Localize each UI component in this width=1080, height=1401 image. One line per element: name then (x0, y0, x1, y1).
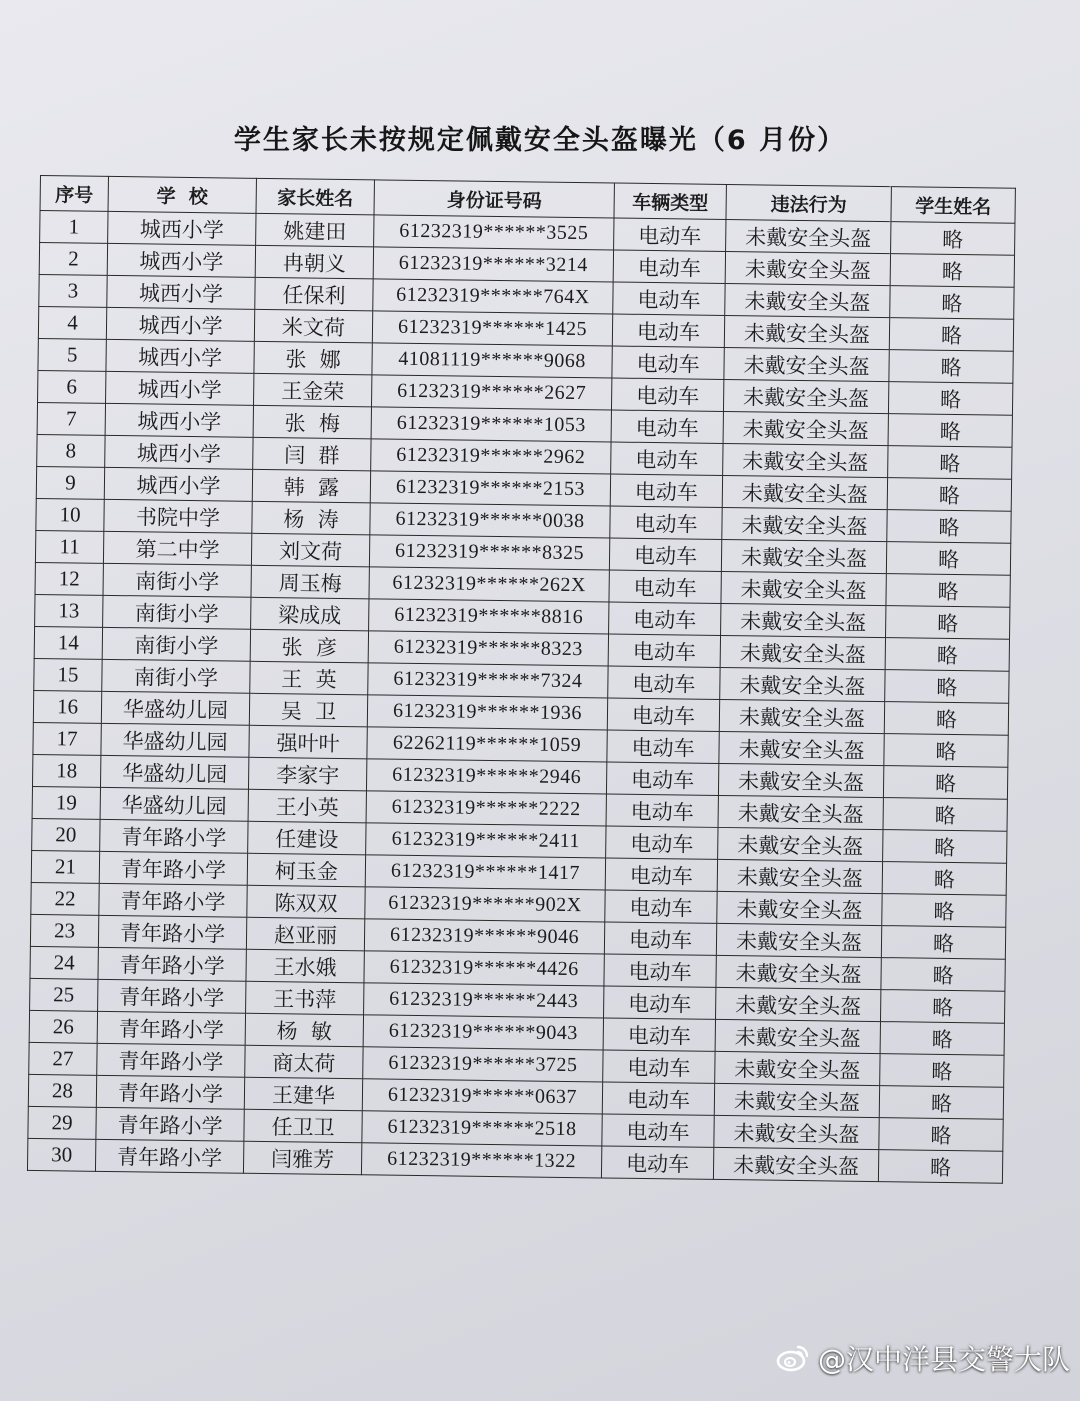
cell-parent-name: 姚建田 (256, 213, 374, 247)
cell-vehicle-type: 电动车 (602, 1082, 714, 1115)
cell-student-name: 略 (888, 414, 1012, 448)
cell-vehicle-type: 电动车 (613, 282, 725, 315)
cell-index: 19 (32, 786, 100, 819)
cell-school: 城西小学 (104, 467, 252, 501)
cell-student-name: 略 (889, 318, 1013, 352)
cell-index: 2 (39, 243, 107, 276)
cell-parent-name: 杨 涛 (252, 501, 370, 535)
cell-parent-name: 闫 群 (253, 437, 371, 471)
cell-violation: 未戴安全头盔 (718, 795, 883, 829)
cell-vehicle-type: 电动车 (613, 250, 725, 283)
cell-index: 4 (38, 306, 106, 339)
cell-vehicle-type: 电动车 (608, 634, 720, 667)
cell-violation: 未戴安全头盔 (726, 219, 891, 253)
cell-vehicle-type: 电动车 (608, 666, 720, 699)
header-parent-name: 家长姓名 (256, 178, 374, 215)
cell-id-number: 61232319******3525 (374, 215, 614, 250)
cell-school: 华盛幼儿园 (101, 723, 249, 757)
cell-parent-name: 刘文荷 (251, 533, 369, 567)
cell-id-number: 61232319******2411 (366, 823, 606, 858)
cell-school: 青年路小学 (100, 819, 248, 853)
cell-index: 18 (32, 754, 100, 787)
cell-violation: 未戴安全头盔 (720, 667, 885, 701)
cell-vehicle-type: 电动车 (614, 218, 726, 251)
cell-school: 南街小学 (103, 563, 251, 597)
cell-student-name: 略 (885, 638, 1009, 672)
cell-parent-name: 任卫卫 (244, 1109, 362, 1143)
cell-id-number: 61232319******902X (365, 887, 605, 922)
cell-student-name: 略 (886, 542, 1010, 576)
cell-violation: 未戴安全头盔 (717, 891, 882, 925)
cell-student-name: 略 (878, 1150, 1002, 1184)
cell-index: 3 (39, 274, 107, 307)
cell-id-number: 61232319******2518 (362, 1111, 602, 1146)
cell-vehicle-type: 电动车 (610, 506, 722, 539)
cell-index: 10 (36, 498, 104, 531)
cell-parent-name: 张 娜 (254, 341, 372, 375)
cell-vehicle-type: 电动车 (605, 890, 717, 923)
cell-id-number: 61232319******8325 (369, 535, 609, 570)
cell-student-name: 略 (879, 1086, 1003, 1120)
cell-id-number: 61232319******9046 (364, 919, 604, 954)
watermark-text: @汉中洋县交警大队 (817, 1343, 1070, 1376)
cell-vehicle-type: 电动车 (611, 378, 723, 411)
cell-school: 青年路小学 (98, 947, 246, 981)
cell-student-name: 略 (883, 766, 1007, 800)
header-student-name: 学生姓名 (891, 187, 1015, 224)
cell-index: 1 (40, 211, 108, 244)
cell-violation: 未戴安全头盔 (721, 571, 886, 605)
cell-vehicle-type: 电动车 (601, 1146, 713, 1179)
cell-index: 27 (29, 1042, 97, 1075)
cell-vehicle-type: 电动车 (610, 474, 722, 507)
cell-id-number: 61232319******2962 (371, 439, 611, 474)
cell-school: 青年路小学 (95, 1139, 243, 1173)
cell-vehicle-type: 电动车 (604, 986, 716, 1019)
cell-violation: 未戴安全头盔 (722, 475, 887, 509)
cell-parent-name: 王小英 (248, 789, 366, 823)
cell-parent-name: 王建华 (244, 1077, 362, 1111)
header-vehicle-type: 车辆类型 (614, 183, 726, 219)
cell-parent-name: 张 梅 (253, 405, 371, 439)
cell-school: 青年路小学 (98, 979, 246, 1013)
cell-parent-name: 王 英 (250, 661, 368, 695)
cell-parent-name: 赵亚丽 (246, 917, 364, 951)
cell-index: 11 (35, 530, 103, 563)
cell-school: 城西小学 (108, 211, 256, 245)
cell-school: 书院中学 (104, 499, 252, 533)
cell-vehicle-type: 电动车 (605, 858, 717, 891)
cell-school: 青年路小学 (97, 1043, 245, 1077)
cell-id-number: 61232319******4426 (364, 951, 604, 986)
cell-school: 城西小学 (105, 403, 253, 437)
cell-school: 城西小学 (106, 371, 254, 405)
cell-vehicle-type: 电动车 (606, 794, 718, 827)
cell-id-number: 61232319******2443 (364, 983, 604, 1018)
cell-parent-name: 吴 卫 (249, 693, 367, 727)
cell-vehicle-type: 电动车 (612, 346, 724, 379)
cell-index: 13 (35, 594, 103, 627)
cell-violation: 未戴安全头盔 (715, 1051, 880, 1085)
cell-vehicle-type: 电动车 (611, 410, 723, 443)
cell-index: 15 (34, 658, 102, 691)
cell-id-number: 61232319******1936 (367, 695, 607, 730)
cell-violation: 未戴安全头盔 (716, 955, 881, 989)
cell-index: 8 (37, 434, 105, 467)
cell-parent-name: 商太荷 (245, 1045, 363, 1079)
cell-school: 青年路小学 (97, 1011, 245, 1045)
cell-parent-name: 王金荣 (254, 373, 372, 407)
header-school: 学 校 (108, 176, 256, 213)
cell-violation: 未戴安全头盔 (725, 251, 890, 285)
cell-parent-name: 冉朝义 (255, 245, 373, 279)
cell-school: 华盛幼儿园 (100, 787, 248, 821)
header-index: 序号 (40, 176, 108, 212)
cell-student-name: 略 (886, 574, 1010, 608)
cell-index: 20 (32, 818, 100, 851)
cell-parent-name: 米文荷 (254, 309, 372, 343)
cell-violation: 未戴安全头盔 (719, 731, 884, 765)
cell-violation: 未戴安全头盔 (723, 443, 888, 477)
cell-student-name: 略 (885, 670, 1009, 704)
cell-id-number: 62262119******1059 (367, 727, 607, 762)
cell-school: 南街小学 (102, 659, 250, 693)
cell-student-name: 略 (879, 1118, 1003, 1152)
cell-school: 第二中学 (103, 531, 251, 565)
cell-school: 青年路小学 (99, 883, 247, 917)
cell-student-name: 略 (887, 510, 1011, 544)
cell-vehicle-type: 电动车 (607, 730, 719, 763)
cell-parent-name: 任建设 (248, 821, 366, 855)
document-title: 学生家长未按规定佩戴安全头盔曝光（6 月份） (233, 125, 847, 156)
cell-student-name: 略 (888, 382, 1012, 416)
cell-violation: 未戴安全头盔 (713, 1147, 878, 1181)
cell-index: 6 (38, 370, 106, 403)
cell-index: 23 (30, 914, 98, 947)
cell-student-name: 略 (884, 702, 1008, 736)
cell-vehicle-type: 电动车 (604, 954, 716, 987)
cell-school: 青年路小学 (98, 915, 246, 949)
cell-index: 14 (34, 626, 102, 659)
cell-parent-name: 周玉梅 (251, 565, 369, 599)
cell-vehicle-type: 电动车 (606, 826, 718, 859)
cell-index: 5 (38, 338, 106, 371)
cell-violation: 未戴安全头盔 (717, 859, 882, 893)
cell-parent-name: 杨 敏 (245, 1013, 363, 1047)
cell-vehicle-type: 电动车 (612, 314, 724, 347)
cell-id-number: 61232319******7324 (368, 663, 608, 698)
cell-vehicle-type: 电动车 (602, 1114, 714, 1147)
cell-school: 城西小学 (106, 339, 254, 373)
cell-vehicle-type: 电动车 (609, 570, 721, 603)
cell-id-number: 61232319******1417 (365, 855, 605, 890)
cell-index: 28 (28, 1074, 96, 1107)
cell-violation: 未戴安全头盔 (724, 315, 889, 349)
cell-id-number: 61232319******764X (373, 279, 613, 314)
cell-violation: 未戴安全头盔 (725, 283, 890, 317)
cell-vehicle-type: 电动车 (607, 698, 719, 731)
cell-violation: 未戴安全头盔 (715, 1019, 880, 1053)
cell-student-name: 略 (880, 1022, 1004, 1056)
cell-student-name: 略 (887, 478, 1011, 512)
cell-school: 城西小学 (106, 307, 254, 341)
cell-school: 华盛幼儿园 (101, 691, 249, 725)
cell-violation: 未戴安全头盔 (719, 699, 884, 733)
cell-id-number: 61232319******8816 (369, 599, 609, 634)
cell-index: 26 (29, 1010, 97, 1043)
cell-violation: 未戴安全头盔 (716, 923, 881, 957)
cell-student-name: 略 (890, 286, 1014, 320)
cell-student-name: 略 (880, 990, 1004, 1024)
table-body (27, 211, 1014, 1184)
cell-id-number: 61232319******3214 (373, 247, 613, 282)
cell-index: 29 (28, 1106, 96, 1139)
cell-id-number: 61232319******1425 (372, 311, 612, 346)
cell-school: 城西小学 (105, 435, 253, 469)
cell-violation: 未戴安全头盔 (721, 539, 886, 573)
cell-violation: 未戴安全头盔 (714, 1115, 879, 1149)
cell-student-name: 略 (886, 606, 1010, 640)
cell-violation: 未戴安全头盔 (720, 635, 885, 669)
cell-school: 南街小学 (102, 627, 250, 661)
cell-student-name: 略 (884, 734, 1008, 768)
cell-index: 9 (36, 466, 104, 499)
cell-index: 7 (37, 402, 105, 435)
cell-id-number: 61232319******0637 (362, 1079, 602, 1114)
cell-id-number: 61232319******2627 (371, 375, 611, 410)
cell-parent-name: 李家宇 (248, 757, 366, 791)
cell-id-number: 41081119******9068 (372, 343, 612, 378)
cell-vehicle-type: 电动车 (609, 602, 721, 635)
cell-index: 21 (31, 850, 99, 883)
cell-violation: 未戴安全头盔 (724, 347, 889, 381)
cell-id-number: 61232319******9043 (363, 1015, 603, 1050)
cell-student-name: 略 (891, 222, 1015, 256)
cell-student-name: 略 (880, 1054, 1004, 1088)
cell-parent-name: 梁成成 (251, 597, 369, 631)
cell-parent-name: 王水娥 (246, 949, 364, 983)
cell-id-number: 61232319******8323 (368, 631, 608, 666)
cell-school: 青年路小学 (96, 1075, 244, 1109)
cell-school: 南街小学 (103, 595, 251, 629)
cell-index: 17 (33, 722, 101, 755)
cell-student-name: 略 (888, 446, 1012, 480)
cell-student-name: 略 (882, 894, 1006, 928)
cell-id-number: 61232319******3725 (363, 1047, 603, 1082)
exposure-table (27, 175, 1016, 1184)
cell-violation: 未戴安全头盔 (718, 763, 883, 797)
cell-student-name: 略 (890, 254, 1014, 288)
cell-id-number: 61232319******2946 (366, 759, 606, 794)
cell-student-name: 略 (881, 958, 1005, 992)
cell-violation: 未戴安全头盔 (721, 603, 886, 637)
cell-parent-name: 柯玉金 (247, 853, 365, 887)
cell-student-name: 略 (883, 798, 1007, 832)
cell-vehicle-type: 电动车 (611, 442, 723, 475)
cell-vehicle-type: 电动车 (603, 1050, 715, 1083)
cell-index: 22 (31, 882, 99, 915)
cell-violation: 未戴安全头盔 (716, 987, 881, 1021)
cell-parent-name: 闫雅芳 (243, 1141, 361, 1175)
cell-vehicle-type: 电动车 (606, 762, 718, 795)
cell-index: 30 (27, 1138, 95, 1171)
weibo-watermark (776, 1340, 1070, 1376)
cell-student-name: 略 (882, 862, 1006, 896)
cell-id-number: 61232319******1053 (371, 407, 611, 442)
cell-index: 16 (33, 690, 101, 723)
cell-index: 24 (30, 946, 98, 979)
cell-violation: 未戴安全头盔 (723, 379, 888, 413)
cell-parent-name: 任保利 (255, 277, 373, 311)
cell-vehicle-type: 电动车 (603, 1018, 715, 1051)
cell-index: 25 (30, 978, 98, 1011)
cell-parent-name: 陈双双 (247, 885, 365, 919)
cell-id-number: 61232319******262X (369, 567, 609, 602)
cell-violation: 未戴安全头盔 (718, 827, 883, 861)
cell-school: 青年路小学 (99, 851, 247, 885)
exposure-table-sheet (27, 175, 1015, 1184)
cell-school: 青年路小学 (96, 1107, 244, 1141)
cell-school: 城西小学 (107, 243, 255, 277)
cell-id-number: 61232319******1322 (361, 1143, 601, 1178)
cell-id-number: 61232319******0038 (370, 503, 610, 538)
cell-student-name: 略 (881, 926, 1005, 960)
header-id-number: 身份证号码 (374, 180, 614, 218)
cell-school: 华盛幼儿园 (100, 755, 248, 789)
cell-student-name: 略 (883, 830, 1007, 864)
cell-parent-name: 强叶叶 (249, 725, 367, 759)
weibo-icon (776, 1343, 810, 1373)
header-violation: 违法行为 (726, 184, 891, 221)
cell-violation: 未戴安全头盔 (723, 411, 888, 445)
cell-parent-name: 韩 露 (252, 469, 370, 503)
cell-violation: 未戴安全头盔 (722, 507, 887, 541)
cell-vehicle-type: 电动车 (604, 922, 716, 955)
cell-parent-name: 王书萍 (246, 981, 364, 1015)
cell-id-number: 61232319******2222 (366, 791, 606, 826)
cell-student-name: 略 (889, 350, 1013, 384)
cell-school: 城西小学 (107, 275, 255, 309)
cell-violation: 未戴安全头盔 (714, 1083, 879, 1117)
cell-id-number: 61232319******2153 (370, 471, 610, 506)
cell-vehicle-type: 电动车 (609, 538, 721, 571)
cell-parent-name: 张 彦 (250, 629, 368, 663)
cell-index: 12 (35, 562, 103, 595)
